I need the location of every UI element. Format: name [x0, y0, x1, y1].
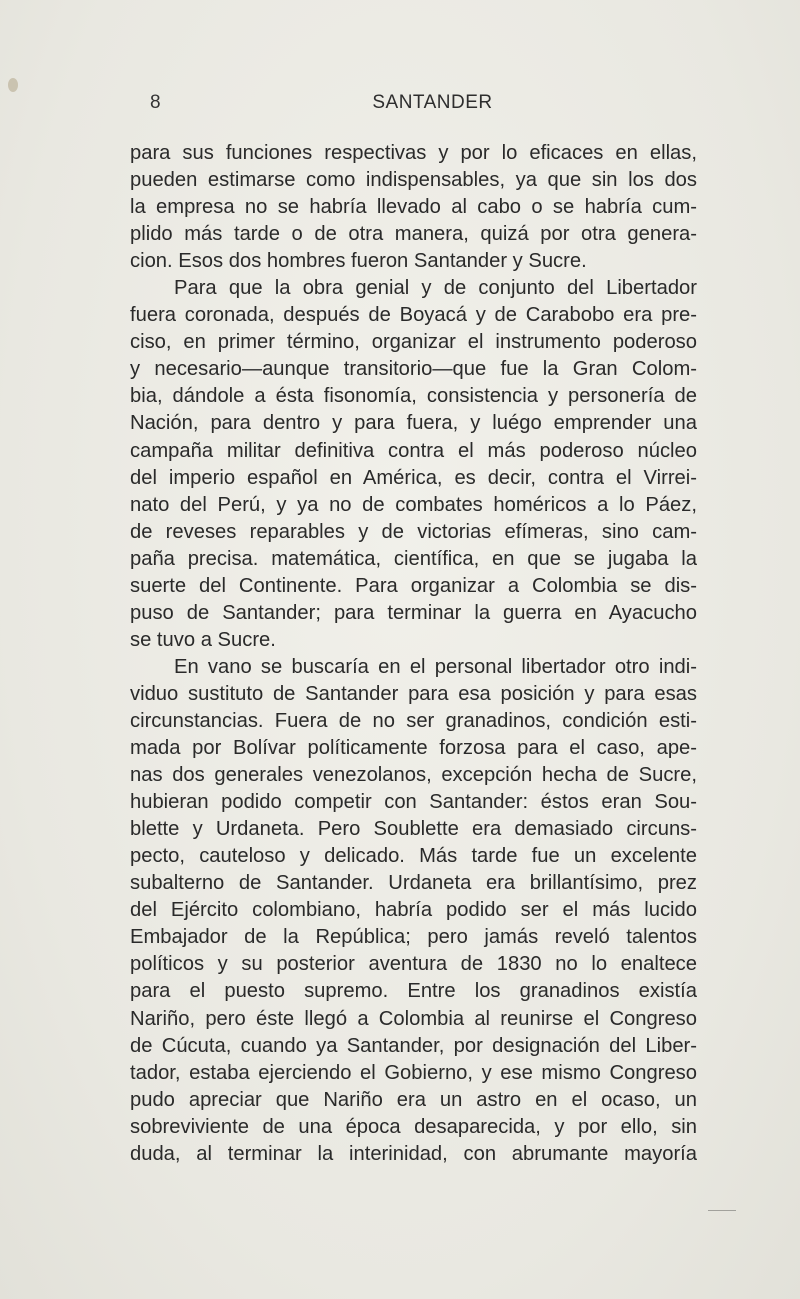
paper-stain [8, 78, 18, 92]
text-line: se tuvo a Sucre. [130, 628, 276, 651]
paragraph-1 [130, 140, 697, 275]
paragraph-3 [130, 654, 697, 1168]
text-line: subalterno de Santander. Urdaneta era brillantísimo, prez [130, 872, 697, 895]
text-line: pueden estimarse como indispensables, ya que sin los dos [130, 169, 697, 192]
text-line: sobreviviente de una época desaparecida, y por ello, sin [130, 1115, 697, 1138]
text-line: Nariño, pero éste llegó a Colombia al reunirse el Congreso [130, 1007, 697, 1030]
text-line: nato del Perú, y ya no de combates homéricos a lo Páez, [130, 493, 697, 516]
text-line: para el puesto supremo. Entre los granadinos existía [130, 980, 697, 1003]
page-number: 8 [150, 92, 161, 113]
text-line: pudo apreciar que Nariño era un astro en el ocaso, un [130, 1088, 697, 1111]
text-line: suerte del Continente. Para organizar a Colombia se dis- [130, 574, 697, 597]
text-line: circunstancias. Fuera de no ser granadinos, condición esti- [130, 709, 697, 732]
text-line: paña precisa. matemática, científica, en que se jugaba la [130, 547, 697, 570]
text-line: la empresa no se habría llevado al cabo o se habría cum- [130, 196, 697, 219]
paragraph-2 [130, 275, 697, 654]
text-line: políticos y su posterior aventura de 1830 no lo enaltece [130, 953, 697, 976]
text-line: fuera coronada, después de Boyacá y de Carabobo era pre- [130, 304, 697, 327]
text-line: cion. Esos dos hombres fueron Santander y Sucre. [130, 250, 587, 273]
margin-mark [708, 1210, 736, 1211]
text-line: plido más tarde o de otra manera, quizá por otra genera- [130, 223, 697, 246]
text-line: ciso, en primer término, organizar el instrumento poderoso [130, 331, 697, 354]
text-line: campaña militar definitiva contra el más poderoso núcleo [130, 439, 697, 462]
running-title: SANTANDER [372, 92, 493, 113]
text-line: y necesario—aunque transitorio—que fue la Gran Colom- [130, 358, 697, 381]
body-text [130, 140, 697, 1168]
text-line: duda, al terminar la interinidad, con abrumante mayoría [130, 1142, 697, 1165]
text-line: hubieran podido competir con Santander: éstos eran Sou- [130, 791, 697, 814]
text-line: mada por Bolívar políticamente forzosa para el caso, ape- [130, 737, 697, 760]
text-line: Nación, para dentro y para fuera, y luégo emprender una [130, 412, 697, 435]
text-line: del Ejército colombiano, habría podido ser el más lucido [130, 899, 697, 922]
text-line: nas dos generales venezolanos, excepción hecha de Sucre, [130, 764, 697, 787]
text-line: de Cúcuta, cuando ya Santander, por designación del Liber- [130, 1034, 697, 1057]
text-line: de reveses reparables y de victorias efímeras, sino cam- [130, 520, 697, 543]
text-line: viduo sustituto de Santander para esa posición y para esas [130, 682, 697, 705]
text-line: del imperio español en América, es decir, contra el Virrei- [130, 466, 697, 489]
text-line: Para que la obra genial y de conjunto del Libertador [174, 277, 697, 300]
running-head [150, 92, 715, 122]
text-line: puso de Santander; para terminar la guerra en Ayacucho [130, 601, 697, 624]
text-line: para sus funciones respectivas y por lo eficaces en ellas, [130, 142, 697, 164]
text-line: Embajador de la República; pero jamás reveló talentos [130, 926, 697, 949]
text-line: blette y Urdaneta. Pero Soublette era demasiado circuns- [130, 818, 697, 841]
text-line: En vano se buscaría en el personal libertador otro indi- [174, 655, 697, 678]
text-line: tador, estaba ejerciendo el Gobierno, y ese mismo Congreso [130, 1061, 697, 1084]
text-line: bia, dándole a ésta fisonomía, consistencia y personería de [130, 385, 697, 408]
text-line: pecto, cauteloso y delicado. Más tarde fue un excelente [130, 845, 697, 868]
